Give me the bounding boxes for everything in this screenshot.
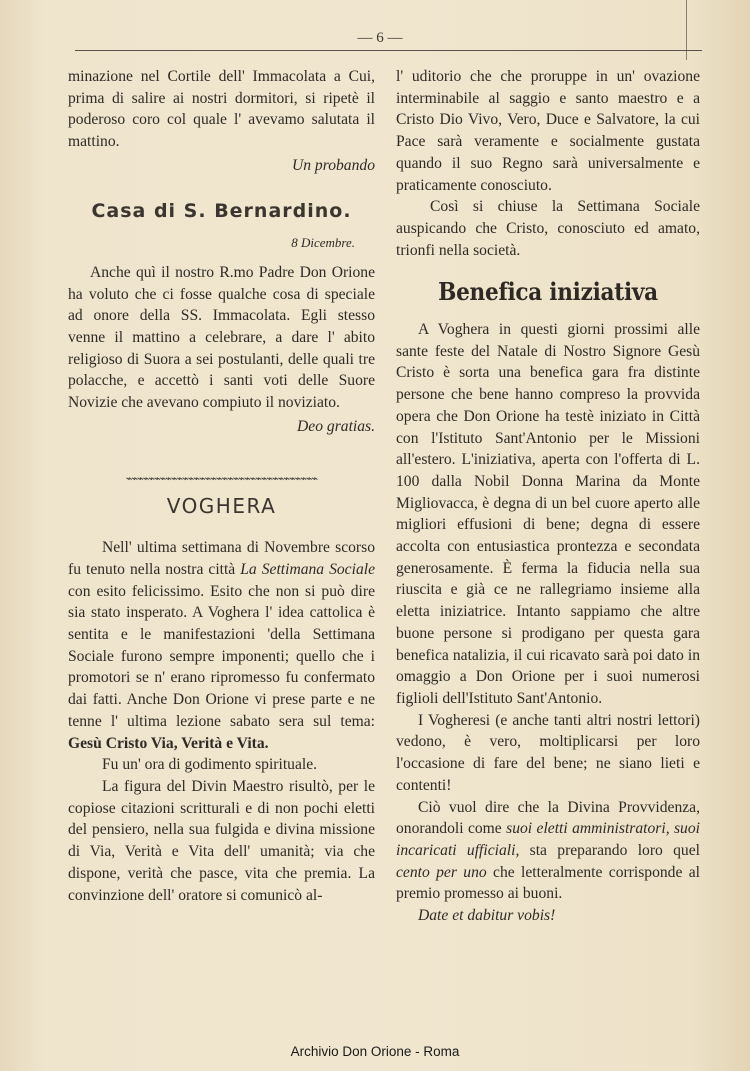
intro-paragraph: minazione nel Cortile dell' Immacolata a Cui, prima di salire ai nostri dormitori, si ripetè il poderoso coro col quale l' avevamo salutata il mattino. — [68, 68, 375, 151]
benefica-p3-end: che letteralmente corrisponde al premio promesso ai buoni. — [396, 863, 700, 903]
left-column — [68, 66, 375, 906]
benefica-paragraph-3 — [396, 797, 700, 906]
benefica-p3-mid: sta preparando loro quel — [519, 841, 700, 859]
voghera-p1-start: Nell' ultima settimana di Novembre scorso fu tenuto nella nostra città — [68, 539, 375, 578]
header-rule — [75, 50, 702, 51]
voghera-p1-bold: Gesù Cristo Via, Verità e Vita. — [68, 734, 269, 752]
page-number: — 6 — — [357, 30, 403, 46]
benefica-closing: Date et dabitur vobis! — [418, 907, 556, 925]
casa-signature: Deo gratias. — [297, 417, 375, 435]
benefica-p3-italic-2: cento per uno — [396, 863, 487, 881]
voghera-closing: Così si chiuse la Settimana Sociale auspicando che Cristo, conosciuto ed amato, trionfi nella società. — [396, 198, 700, 259]
benefica-paragraph-2: I Vogheresi (e anche tanti altri nostri lettori) vedono, è vero, moltiplicarsi per loro l'occasione di fare del bene; ne siano lieti e contenti! — [396, 711, 700, 794]
benefica-p3-italic-1: suoi eletti amministratori, suoi incaricati ufficiali, — [396, 820, 700, 859]
archive-footer: Archivio Don Orione - Roma — [290, 1044, 460, 1059]
voghera-paragraph-1 — [68, 537, 375, 754]
benefica-paragraph-1: A Voghera in questi giorni prossimi alle sante feste del Natale di Nostro Signore Gesù Cristo è sorta una benefica gara fra distinte persone che bene hanno compreso la provvida opera che Don Orione ha testè iniziato in Città con l'Istituto Sant'Antonio per le Missioni all'estero. L'iniziativa, aperta con l'offerta di L. 100 dalla Nobil Donna Marina da Monte Migliovacca, è degna di un bel cuore aperto alle migliori effusioni di bene; degna di essere accolta con entusiastica prontezza e secondata generosamente. È ferma la fiducia nella sua riuscita e già ce ne rallegriamo insieme alla eletta iniziatrice. Intanto sappiamo che altre buone persone si prodigano per questa gara benefica natalizia, il cui ricavato sarà poi dato in omaggio a Don Orione per i suoi numerosi figlioli dell'Istituto Sant'Antonio. — [396, 321, 700, 707]
benefica-heading: Benefica iniziativa — [438, 277, 658, 307]
voghera-p1-mid: con esito felicissimo. Esito che non si può dire sia stato insperato. A Voghera l' idea cattolica è sentita e le manifestazioni 'della Settimana Sociale furono sempre imponenti; quello che i promotori se n' erano ripromesso fu confermato dai fatti. Anche Don Orione vi prese parte e ne tenne l' ultima lezione sabato sera sul tema: — [68, 582, 375, 730]
section-divider: ⌁⌁⌁⌁⌁⌁⌁⌁⌁⌁⌁⌁⌁⌁⌁⌁⌁⌁⌁⌁⌁⌁⌁⌁⌁⌁⌁⌁⌁⌁⌁⌁⌁⌁ — [125, 471, 318, 485]
right-column — [396, 66, 700, 927]
voghera-heading: VOGHERA — [166, 493, 277, 518]
casa-date: 8 Dicembre. — [291, 235, 355, 251]
page-edge-mark — [686, 0, 687, 60]
voghera-paragraph-2: Fu un' ora di godimento spirituale. — [102, 756, 318, 774]
voghera-p1-italic: La Settimana Sociale — [240, 560, 375, 578]
benefica-p3-start: Ciò vuol dire che la Divina Provvidenza, onorandoli come — [396, 798, 700, 838]
voghera-paragraph-3: La figura del Divin Maestro risultò, per le copiose citazioni scritturali e di non pochi eletti del pensiero, nella sua fulgida e divina missione di Via, Verità e Vita dell' umanità; via che dispone, verità che pasce, vita che premia. La convinzione dell' oratore si comunicò al- — [68, 777, 375, 904]
intro-signature: Un probando — [291, 156, 375, 174]
casa-paragraph: Anche quì il nostro R.mo Padre Don Orione ha voluto che ci fosse qualche cosa di speciale ad onore della SS. Immacolata. Egli stesso venne il mattino a celebrare, a dare l' abito religioso di Suora a sei postulanti, delle quali tre polacche, e accettò i santi voti delle Suore Novizie che avevano compiuto il noviziato. — [68, 263, 375, 412]
casa-heading: Casa di S. Bernardino. — [91, 199, 352, 222]
voghera-continued: l' uditorio che che proruppe in un' ovazione interminabile al saggio e santo maestro e a Cristo Dio Vivo, Vero, Duce e Salvatore, la cui Pace sarà veramente e socialmente gustata quando il suo Regno sarà universalmente e praticamente conosciuto. — [396, 68, 700, 194]
